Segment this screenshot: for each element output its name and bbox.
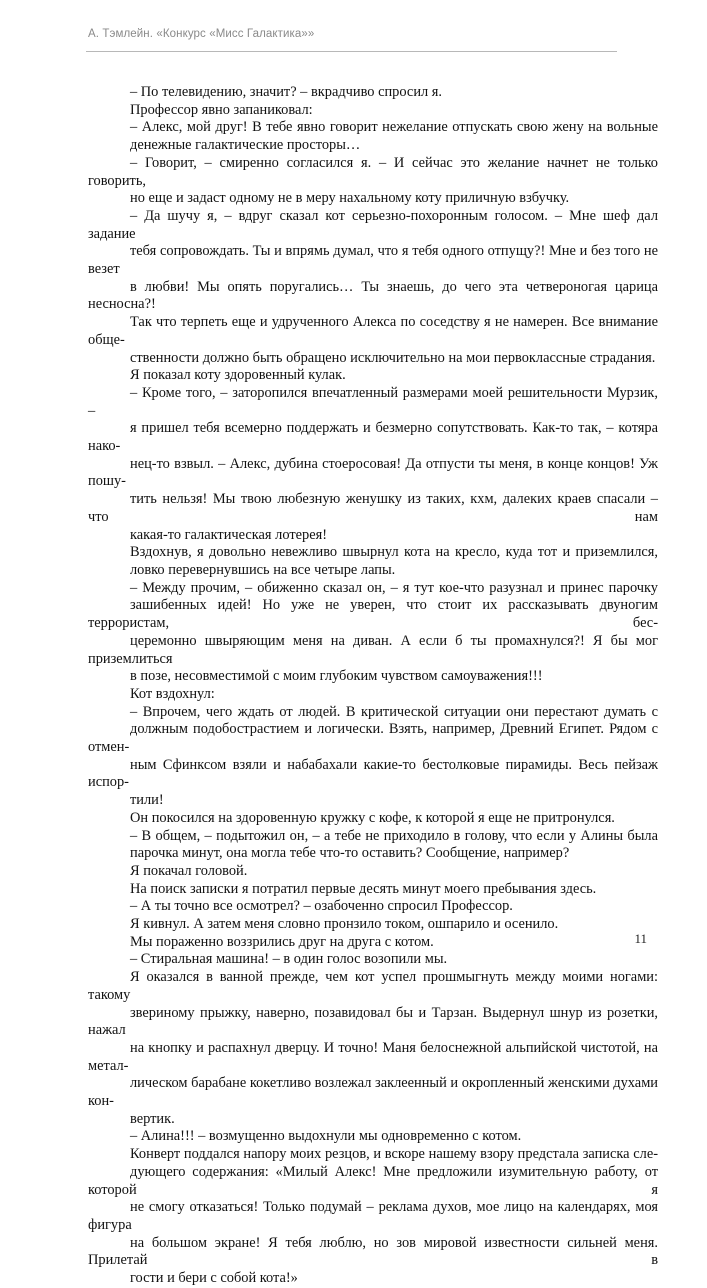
text-line: зашибенных идей! Но уже не уверен, что стоит их рассказывать двуногим террористам, бес- bbox=[88, 597, 658, 632]
paragraph bbox=[88, 881, 658, 899]
text-line: Вздохнув, я довольно невежливо швырнул кота на кресло, куда тот и приземлился, bbox=[130, 544, 658, 561]
text-line: в любви! Мы опять поругались… Ты знаешь, до чего эта четвероногая царица несносна?! bbox=[88, 278, 658, 313]
paragraph bbox=[88, 367, 658, 385]
paragraph bbox=[88, 119, 658, 154]
paragraph bbox=[88, 810, 658, 828]
text-line: – Впрочем, чего ждать от людей. В критической ситуации они перестают думать с bbox=[130, 703, 658, 720]
text-line: звериному прыжку, наверно, позавидовал бы и Тарзан. Выдернул шнур из розетки, нажал bbox=[88, 1004, 658, 1039]
paragraph bbox=[88, 385, 658, 544]
text-line: дующего содержания: «Милый Алекс! Мне предложили изумительную работу, от которой я bbox=[88, 1163, 658, 1198]
text-line: – В общем, – подытожил он, – а тебе не приходило в голову, что если у Алины была bbox=[130, 827, 658, 844]
text-line: – Между прочим, – обиженно сказал он, – я тут кое-что разузнал и принес парочку bbox=[130, 579, 658, 596]
paragraph bbox=[88, 686, 658, 704]
text-line: не смогу отказаться! Только подумай – реклама духов, мое лицо на календарях, моя фигура bbox=[88, 1199, 658, 1233]
text-line: должным подобострастием и логически. Взять, например, Древний Египет. Рядом с отмен- bbox=[88, 721, 658, 756]
paragraph bbox=[88, 863, 658, 881]
paragraph bbox=[88, 84, 658, 102]
text-line: На поиск записки я потратил первые десять минут моего пребывания здесь. bbox=[130, 880, 597, 897]
text-line: Конверт поддался напору моих резцов, и вскоре нашему взору предстала записка сле- bbox=[130, 1146, 658, 1163]
text-line: – Алекс, мой друг! В тебе явно говорит нежелание отпускать свою жену на вольные bbox=[130, 119, 658, 136]
text-line: нец-то взвыл. – Алекс, дубина стоеросовая! Да отпусти ты меня, в конце концов! Уж пошу- bbox=[88, 455, 658, 490]
text-line: на большом экране! Я тебя люблю, но зов мировой известности сильней меня. Прилетай в bbox=[88, 1234, 658, 1269]
paragraph bbox=[88, 916, 658, 934]
text-line: тебя сопровождать. Ты и впрямь думал, что я тебя одного отпущу?! Мне и без того не везет bbox=[88, 243, 658, 278]
text-line: Профессор явно запаниковал: bbox=[130, 101, 313, 118]
text-line: Я покачал головой. bbox=[130, 862, 248, 879]
page-number: 11 bbox=[634, 931, 647, 946]
paragraph bbox=[88, 951, 658, 969]
text-line: Кот вздохнул: bbox=[130, 685, 215, 702]
text-line: – По телевидению, значит? – вкрадчиво спросил я. bbox=[130, 84, 443, 100]
text-line: ловко перевернувшись на все четыре лапы. bbox=[130, 561, 396, 578]
paragraph bbox=[88, 934, 658, 952]
header-divider bbox=[86, 51, 617, 52]
text-line: – Стиральная машина! – в один голос возопили мы. bbox=[130, 951, 448, 968]
text-line: Я кивнул. А затем меня словно пронзило током, ошпарило и осенило. bbox=[130, 916, 559, 933]
text-line: вертик. bbox=[130, 1110, 175, 1127]
text-line: денежные галактические просторы… bbox=[130, 137, 361, 154]
paragraph bbox=[88, 1128, 658, 1146]
text-line: гости и бери с собой кота!» bbox=[130, 1270, 298, 1287]
text-line: я пришел тебя всемерно поддержать и безмерно сопутствовать. Как-то так, – котяра нако- bbox=[88, 420, 658, 455]
text-line: ственности должно быть обращено исключительно на мои первоклассные страдания. bbox=[130, 349, 656, 366]
page-body bbox=[88, 84, 658, 1288]
paragraph bbox=[88, 969, 658, 1128]
text-line: – Алина!!! – возмущенно выдохнули мы одновременно с котом. bbox=[130, 1128, 522, 1145]
paragraph bbox=[88, 544, 658, 579]
text-line: ным Сфинксом взяли и набабахали какие-то бестолковые пирамиды. Весь пейзаж испор- bbox=[88, 756, 658, 791]
paragraph bbox=[88, 580, 658, 686]
text-line: лическом барабане кокетливо возлежал заклеенный и окропленный женскими духами кон- bbox=[88, 1075, 658, 1110]
paragraph bbox=[88, 102, 658, 120]
paragraph bbox=[88, 828, 658, 863]
text-line: тить нельзя! Мы твою любезную женушку из таких, кхм, далеких краев спасали – что нам bbox=[88, 491, 658, 525]
text-line: церемонно швыряющим меня на диван. А если б ты промахнулся?! Я бы мог приземлиться bbox=[88, 632, 658, 667]
text-line: Так что терпеть еще и удрученного Алекса по соседству я не намерен. Все внимание обще- bbox=[88, 314, 658, 348]
text-line: тили! bbox=[130, 792, 164, 809]
text-line: какая-то галактическая лотерея! bbox=[130, 526, 328, 543]
text-line: но еще и задаст одному не в меру нахальному коту приличную взбучку. bbox=[130, 190, 570, 207]
text-line: на кнопку и распахнул дверцу. И точно! Маня белоснежной альпийской чистотой, на метал- bbox=[88, 1039, 658, 1074]
text-line: – А ты точно все осмотрел? – озабоченно спросил Профессор. bbox=[130, 898, 513, 915]
paragraph bbox=[88, 898, 658, 916]
text-line: Я показал коту здоровенный кулак. bbox=[130, 367, 346, 384]
text-line: Он покосился на здоровенную кружку с кофе, к которой я еще не притронулся. bbox=[130, 809, 615, 826]
running-header: А. Тэмлейн. «Конкурс «Мисс Галактика»» bbox=[88, 28, 315, 40]
text-line: Мы пораженно воззрились друг на друга с котом. bbox=[130, 933, 434, 950]
text-line: – Говорит, – смиренно согласился я. – И сейчас это желание начнет не только говорить, bbox=[88, 154, 658, 189]
paragraph bbox=[88, 1146, 658, 1288]
paragraph bbox=[88, 208, 658, 367]
text-line: парочка минут, она могла тебе что-то оставить? Сообщение, например? bbox=[130, 845, 570, 862]
text-line: в позе, несовместимой с моим глубоким чувством самоуважения!!! bbox=[130, 668, 543, 685]
text-line: – Кроме того, – заторопился впечатленный размерами моей решительности Мурзик, – bbox=[88, 384, 658, 419]
text-line: – Да шучу я, – вдруг сказал кот серьезно-похоронным голосом. – Мне шеф дал задание bbox=[88, 207, 658, 242]
paragraph bbox=[88, 155, 658, 208]
paragraph bbox=[88, 704, 658, 810]
text-line: Я оказался в ванной прежде, чем кот успел прошмыгнуть между моими ногами: такому bbox=[88, 969, 658, 1003]
